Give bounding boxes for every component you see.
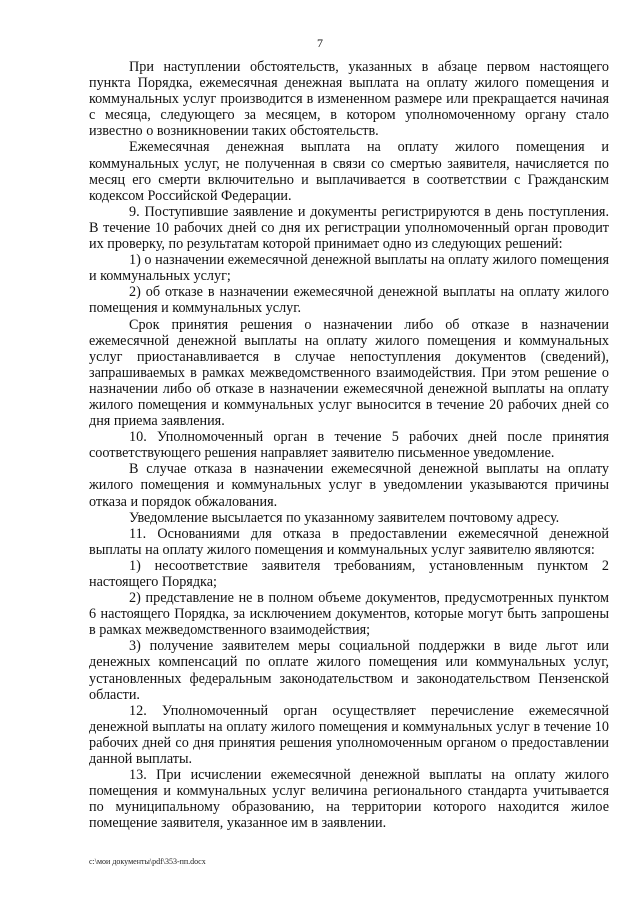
- paragraph: 1) несоответствие заявителя требованиям, установленным пунктом 2 настоящего Порядка;: [89, 557, 609, 590]
- paragraph: 1) о назначении ежемесячной денежной выплаты на оплату жилого помещения и коммунальных услуг;: [89, 252, 609, 285]
- paragraph: 2) об отказе в назначении ежемесячной денежной выплаты на оплату жилого помещения и коммунальных услуг.: [89, 284, 609, 317]
- paragraph: 9. Поступившие заявление и документы регистрируются в день поступления. В течение 10 рабочих дней со дня их регистрации уполномоченный орган проводит их проверку, по результатам которой принимает одно из следующих решений:: [89, 203, 609, 253]
- paragraph: 13. При исчислении ежемесячной денежной выплаты на оплату жилого помещения и коммунальных услуг величина регионального стандарта учитывается по муниципальному образованию, на территории которого находится жилое помещение заявителя, указанное им в заявлении.: [89, 767, 609, 832]
- paragraph: Ежемесячная денежная выплата на оплату жилого помещения и коммунальных услуг, не полученная в связи со смертью заявителя, начисляется по месяц его смерти включительно и выплачивается в соответствии с Гражданским кодексом Российской Федерации.: [89, 139, 609, 204]
- paragraph: 3) получение заявителем меры социальной поддержки в виде льгот или денежных компенсаций по оплате жилого помещения или коммунальных услуг, установленных федеральным законодательством и законодательством Пензенской области.: [89, 638, 609, 703]
- file-path-footer: c:\мои документы\pdf\353-пп.docx: [89, 857, 206, 866]
- paragraph: 12. Уполномоченный орган осуществляет перечисление ежемесячной денежной выплаты на оплату жилого помещения и коммунальных услуг в течение 10 рабочих дней со дня принятия решения уполномоченным органом о предоставлении данной выплаты.: [89, 702, 609, 768]
- document-body: [89, 59, 609, 832]
- paragraph: При наступлении обстоятельств, указанных в абзаце первом настоящего пункта Порядка, ежемесячная денежная выплата на оплату жилого помещения и коммунальных услуг производится в измененном размере или прекращается начиная с месяца, следующего за месяцем, в котором уполномоченному органу стало известно о возникновении таких обстоятельств.: [89, 59, 609, 140]
- paragraph: 11. Основаниями для отказа в предоставлении ежемесячной денежной выплаты на оплату жилого помещения и коммунальных услуг заявителю являются:: [89, 525, 609, 558]
- paragraph: Уведомление высылается по указанному заявителем почтовому адресу.: [129, 509, 560, 526]
- paragraph: 2) представление не в полном объеме документов, предусмотренных пунктом 6 настоящего Порядка, за исключением документов, которые могут быть запрошены в рамках межведомственного взаимодействия;: [89, 590, 609, 639]
- page-number: 7: [317, 36, 323, 50]
- paragraph: В случае отказа в назначении ежемесячной денежной выплаты на оплату жилого помещения и коммунальных услуг в уведомлении указываются причины отказа и порядок обжалования.: [89, 461, 609, 510]
- paragraph: 10. Уполномоченный орган в течение 5 рабочих дней после принятия соответствующего решения направляет заявителю письменное уведомление.: [89, 429, 609, 462]
- paragraph: Срок принятия решения о назначении либо об отказе в назначении ежемесячной денежной выплаты на оплату жилого помещения и коммунальных услуг приостанавливается в случае непоступления документов (сведений), запрашиваемых в рамках межведомственного взаимодействия. При этом решение о назначении либо об отказе в назначении ежемесячной денежной выплаты на оплату жилого помещения и коммунальных услуг выносится в течение 20 рабочих дней со дня приема заявления.: [89, 316, 609, 430]
